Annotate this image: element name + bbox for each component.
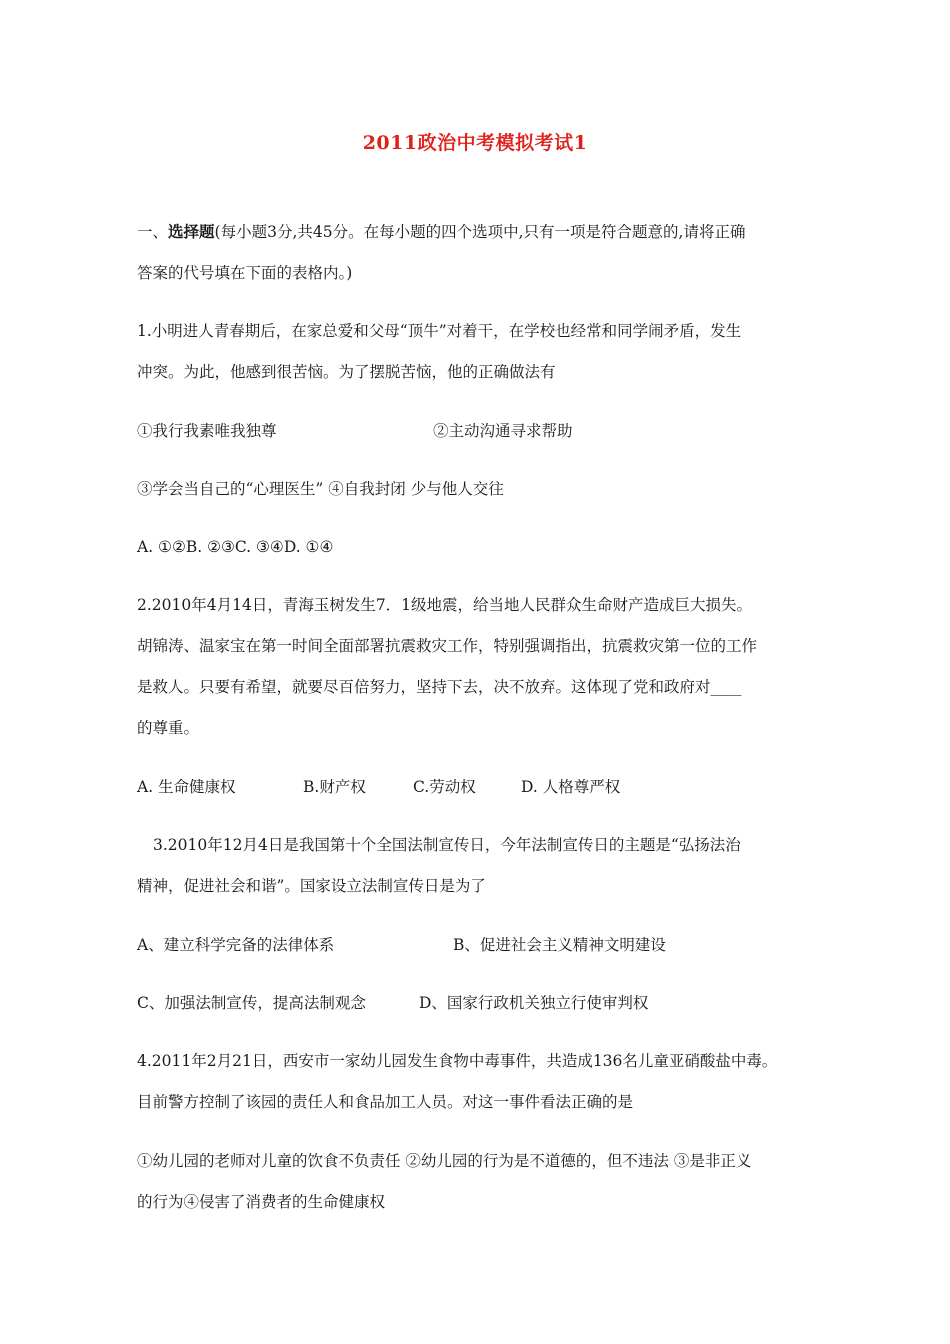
q3-option-d: D、国家行政机关独立行使审判权 <box>419 994 649 1012</box>
q4-stem-line2: 目前警方控制了该园的责任人和食品加工人员。对这一事件看法正确的是 <box>137 1093 634 1111</box>
q2-option-d: D. 人格尊严权 <box>521 778 621 796</box>
document-title: 2011政治中考模拟考试1 <box>362 132 588 154</box>
section-heading <box>137 221 745 243</box>
q1-options: A. ①②B. ②③C. ③④D. ①④ <box>137 538 334 556</box>
q1-stem-line1: 1.小明进人青春期后，在家总爱和父母“顶牛”对着干，在学校也经常和同学闹矛盾，发生 <box>137 322 742 340</box>
q3-stem-line2: 精神，促进社会和谐”。国家设立法制宣传日是为了 <box>137 877 486 895</box>
q3-option-a: A、建立科学完备的法律体系 <box>137 936 335 954</box>
q3-option-b: B、促进社会主义精神文明建设 <box>453 936 666 954</box>
q1-statement-row2 <box>137 478 504 500</box>
section-heading-bold: 选择题 <box>168 222 215 241</box>
section-number: 一、 <box>137 223 169 241</box>
q2-stem-line3: 是救人。只要有希望，就要尽百倍努力，坚持下去，决不放弃。这体现了党和政府对____ <box>137 678 742 696</box>
q4-stem-line1: 4.2011年2月21日，西安市一家幼儿园发生食物中毒事件，共造成136名儿童亚硝酸盐中毒。 <box>137 1052 778 1070</box>
q3-stem-line1: 3.2010年12月4日是我国第十个全国法制宣传日，今年法制宣传日的主题是“弘扬法治 <box>153 836 741 854</box>
q1-statement-4: ④自我封闭 少与他人交往 <box>328 480 504 498</box>
q2-options <box>137 776 620 798</box>
q2-stem-line4: 的尊重。 <box>137 719 200 737</box>
q4-statement-line1: ①幼儿园的老师对儿童的饮食不负责任 ②幼儿园的行为是不道德的，但不违法 ③是非正义 <box>137 1152 752 1170</box>
section-heading-line2: 答案的代号填在下面的表格内。) <box>137 264 353 282</box>
q1-statement-3: ③学会当自己的“心理医生” <box>137 480 324 498</box>
q3-option-row1 <box>137 934 666 956</box>
q1-statement-1: ①我行我素唯我独尊 <box>137 422 277 440</box>
q1-stem-line2: 冲突。为此，他感到很苦恼。为了摆脱苦恼，他的正确做法有 <box>137 363 556 381</box>
q2-option-b: B.财产权 <box>303 778 366 796</box>
q2-option-c: C.劳动权 <box>413 778 476 796</box>
section-heading-rest: (每小题3分,共45分。在每小题的四个选项中,只有一项是符合题意的,请将正确 <box>214 223 746 241</box>
q2-stem-line1: 2.2010年4月14日，青海玉树发生7．1级地震，给当地人民群众生命财产造成巨大损失。 <box>137 596 753 614</box>
q2-stem-line2: 胡锦涛、温家宝在第一时间全面部署抗震救灾工作，特别强调指出，抗震救灾第一位的工作 <box>137 637 758 655</box>
q3-option-c: C、加强法制宣传，提高法制观念 <box>137 994 366 1012</box>
q1-statement-row1 <box>137 420 573 442</box>
q4-statement-line2: 的行为④侵害了消费者的生命健康权 <box>137 1193 386 1211</box>
q2-option-a: A. 生命健康权 <box>137 778 236 796</box>
q1-statement-2: ②主动沟通寻求帮助 <box>433 422 573 440</box>
q3-option-row2 <box>137 992 648 1014</box>
